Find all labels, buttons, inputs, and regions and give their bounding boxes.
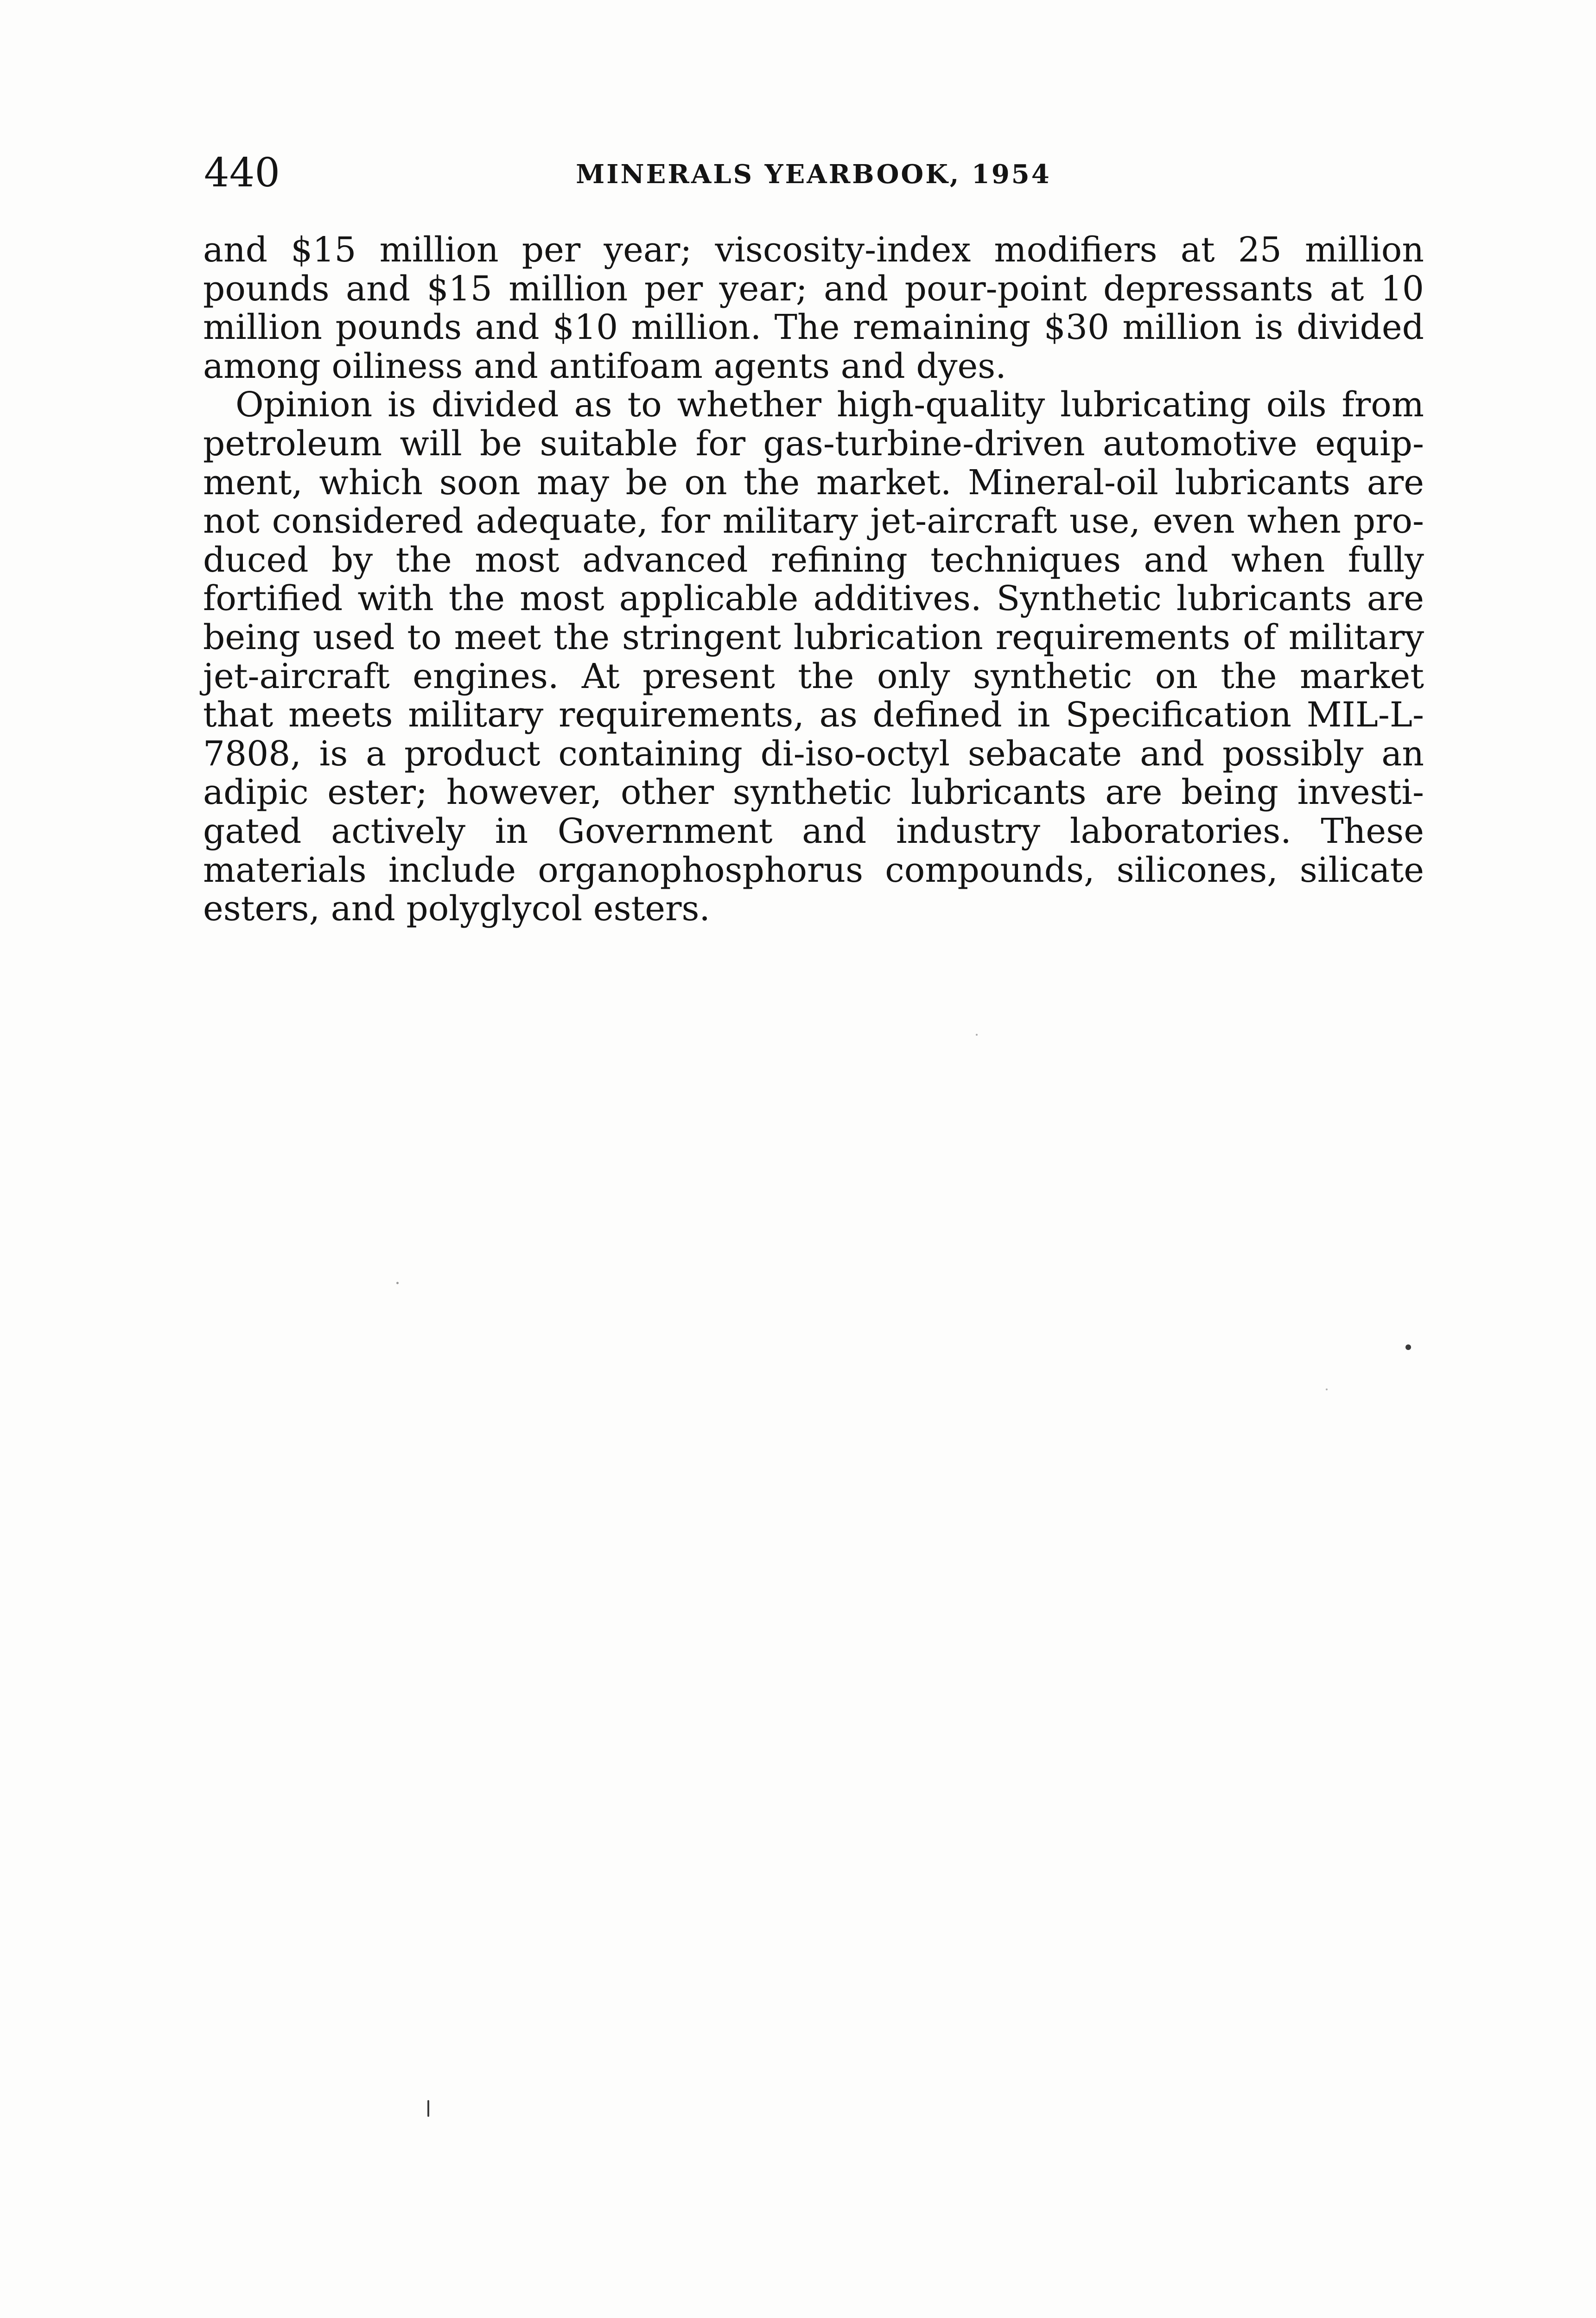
running-title: MINERALS YEARBOOK, 1954	[576, 159, 1051, 190]
paragraph-2	[203, 386, 1424, 928]
text-line: not considered adequate, for military jet-aircraft use, even when pro-	[203, 501, 1424, 541]
text-line: million pounds and $10 million. The remaining $30 million is divided	[203, 307, 1424, 348]
text-line: and $15 million per year; viscosity-index modifiers at 25 million	[203, 230, 1424, 270]
scan-speck	[427, 2100, 429, 2117]
text-line: jet-aircraft engines. At present the only synthetic on the market	[203, 656, 1424, 696]
scan-speck	[1326, 1388, 1328, 1390]
text-line: materials include organophosphorus compounds, silicones, silicate	[203, 850, 1424, 890]
text-line: that meets military requirements, as defined in Specification MIL-L-	[203, 695, 1424, 735]
text-line: pounds and $15 million per year; and pour-point depressants at 10	[203, 268, 1424, 309]
text-line: gated actively in Government and industry laboratories. These	[203, 811, 1424, 851]
text-line: petroleum will be suitable for gas-turbine-driven automotive equip-	[203, 423, 1424, 464]
text-line: being used to meet the stringent lubrication requirements of military	[203, 617, 1424, 657]
scan-speck	[396, 1282, 399, 1284]
text-line: esters, and polyglycol esters.	[203, 889, 710, 929]
page-number: 440	[204, 150, 280, 196]
text-line: duced by the most advanced refining techniques and when fully	[203, 540, 1424, 580]
text-line: Opinion is divided as to whether high-quality lubricating oils from	[235, 385, 1424, 425]
text-line: 7808, is a product containing di-iso-octyl sebacate and possibly an	[203, 733, 1424, 774]
scan-speck	[1405, 1344, 1411, 1350]
text-line: among oiliness and antifoam agents and dyes.	[203, 346, 1006, 386]
body-text	[203, 231, 1424, 929]
scan-speck	[976, 1034, 978, 1036]
text-line: ment, which soon may be on the market. Mineral-oil lubricants are	[203, 462, 1424, 503]
running-head	[204, 147, 1423, 198]
text-line: adipic ester; however, other synthetic lubricants are being investi-	[203, 772, 1424, 813]
paragraph-1	[203, 231, 1424, 386]
text-line: fortified with the most applicable additives. Synthetic lubricants are	[203, 579, 1424, 619]
